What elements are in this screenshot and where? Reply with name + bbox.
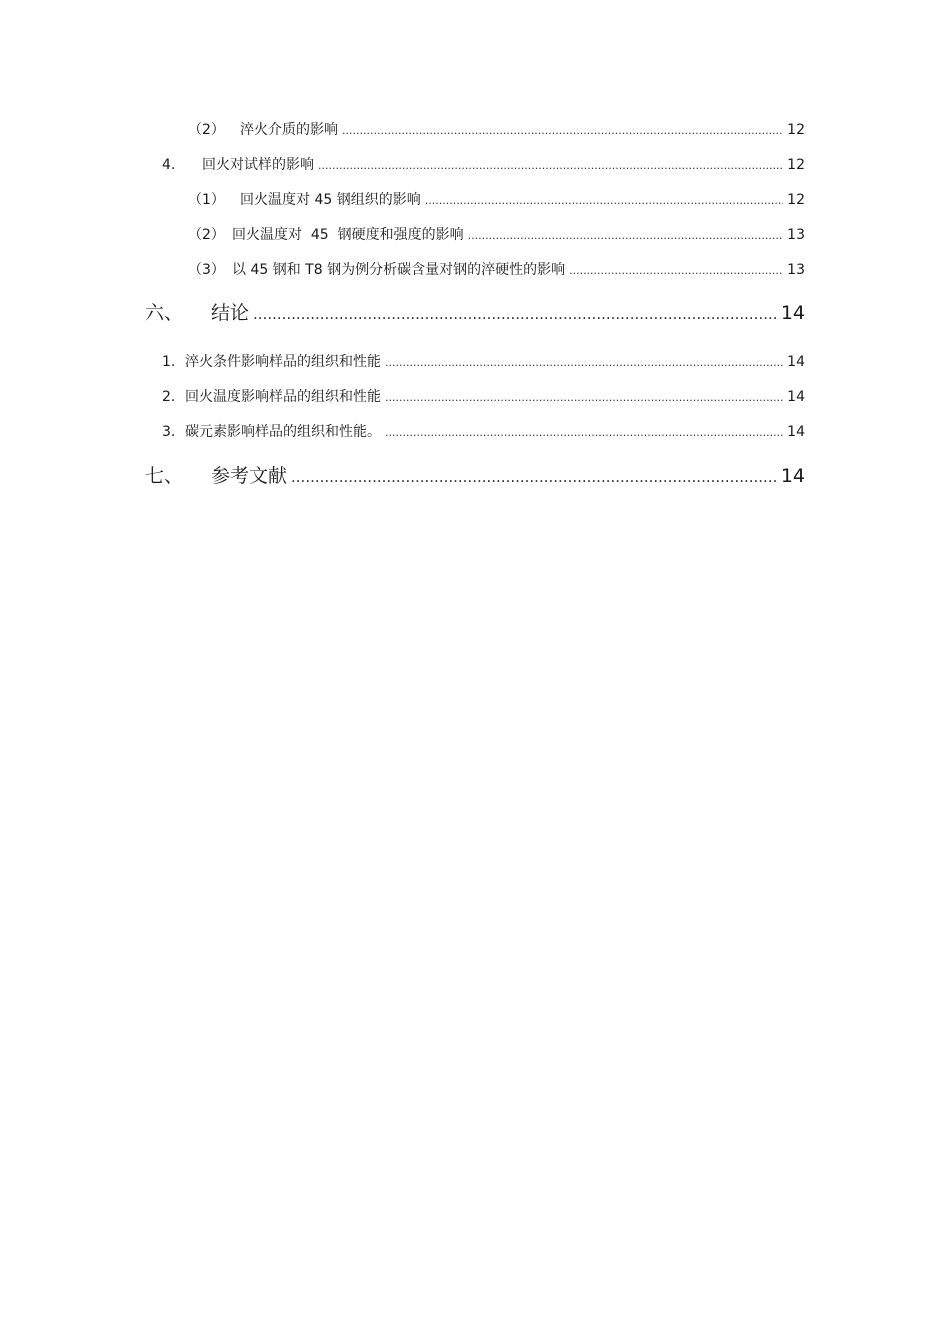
toc-section-references[interactable] bbox=[145, 461, 805, 488]
toc-entry-page: 14 bbox=[787, 354, 805, 370]
toc-entry-page: 12 bbox=[787, 122, 805, 138]
toc-entry-title: 淬火介质的影响 bbox=[240, 122, 338, 138]
toc-entry-number: （2） bbox=[188, 227, 225, 243]
toc-section-conclusion[interactable] bbox=[145, 298, 805, 325]
toc-entry-page: 12 bbox=[787, 192, 805, 208]
toc-entry-number: 4. bbox=[162, 157, 176, 173]
toc-entry-carbon-hardenability[interactable] bbox=[188, 259, 805, 279]
toc-section-title: 参考文献 bbox=[211, 465, 288, 487]
dot-leader bbox=[569, 264, 783, 277]
toc-entry-number: （2） bbox=[188, 122, 225, 138]
toc-entry-number: 1. bbox=[162, 354, 176, 370]
dot-leader bbox=[342, 124, 783, 137]
toc-entry-quench-medium[interactable] bbox=[188, 119, 805, 139]
dot-leader bbox=[291, 468, 777, 486]
dot-leader bbox=[385, 426, 783, 439]
toc-entry-page: 14 bbox=[787, 389, 805, 405]
toc-entry-title: 以 45 钢和 T8 钢为例分析碳含量对钢的淬硬性的影响 bbox=[232, 262, 566, 278]
toc-entry-title: 回火温度对 45 钢硬度和强度的影响 bbox=[232, 227, 464, 243]
toc-entry-number: 2. bbox=[162, 389, 176, 405]
toc-entry-tempering-effect[interactable] bbox=[162, 154, 805, 174]
toc-section-title: 结论 bbox=[211, 302, 250, 324]
toc-entry-title: 淬火条件影响样品的组织和性能 bbox=[185, 354, 381, 370]
dot-leader bbox=[468, 229, 784, 242]
dot-leader bbox=[425, 194, 783, 207]
toc-entry-conclusion-3[interactable] bbox=[162, 421, 805, 441]
dot-leader bbox=[385, 391, 783, 404]
toc-entry-number: （3） bbox=[188, 262, 225, 278]
toc-entry-title: 回火温度影响样品的组织和性能 bbox=[185, 389, 381, 405]
toc-section-number: 六、 bbox=[145, 302, 184, 324]
toc-section-page: 14 bbox=[780, 465, 805, 487]
dot-leader bbox=[385, 356, 783, 369]
toc-entry-tempering-structure[interactable] bbox=[188, 189, 805, 209]
toc-entry-page: 14 bbox=[787, 424, 805, 440]
dot-leader bbox=[318, 159, 783, 172]
toc-section-number: 七、 bbox=[145, 465, 184, 487]
toc-entry-title: 碳元素影响样品的组织和性能。 bbox=[185, 424, 381, 440]
toc-section-page: 14 bbox=[780, 302, 805, 324]
toc-entry-page: 12 bbox=[787, 157, 805, 173]
toc-entry-number: （1） bbox=[188, 192, 225, 208]
dot-leader bbox=[253, 305, 777, 323]
toc-entry-title: 回火温度对 45 钢组织的影响 bbox=[240, 192, 421, 208]
toc-entry-page: 13 bbox=[787, 262, 805, 278]
toc-entry-page: 13 bbox=[787, 227, 805, 243]
toc-entry-conclusion-2[interactable] bbox=[162, 386, 805, 406]
toc-entry-conclusion-1[interactable] bbox=[162, 351, 805, 371]
toc-entry-title: 回火对试样的影响 bbox=[202, 157, 314, 173]
toc-entry-number: 3. bbox=[162, 424, 176, 440]
toc-entry-tempering-hardness[interactable] bbox=[188, 224, 805, 244]
